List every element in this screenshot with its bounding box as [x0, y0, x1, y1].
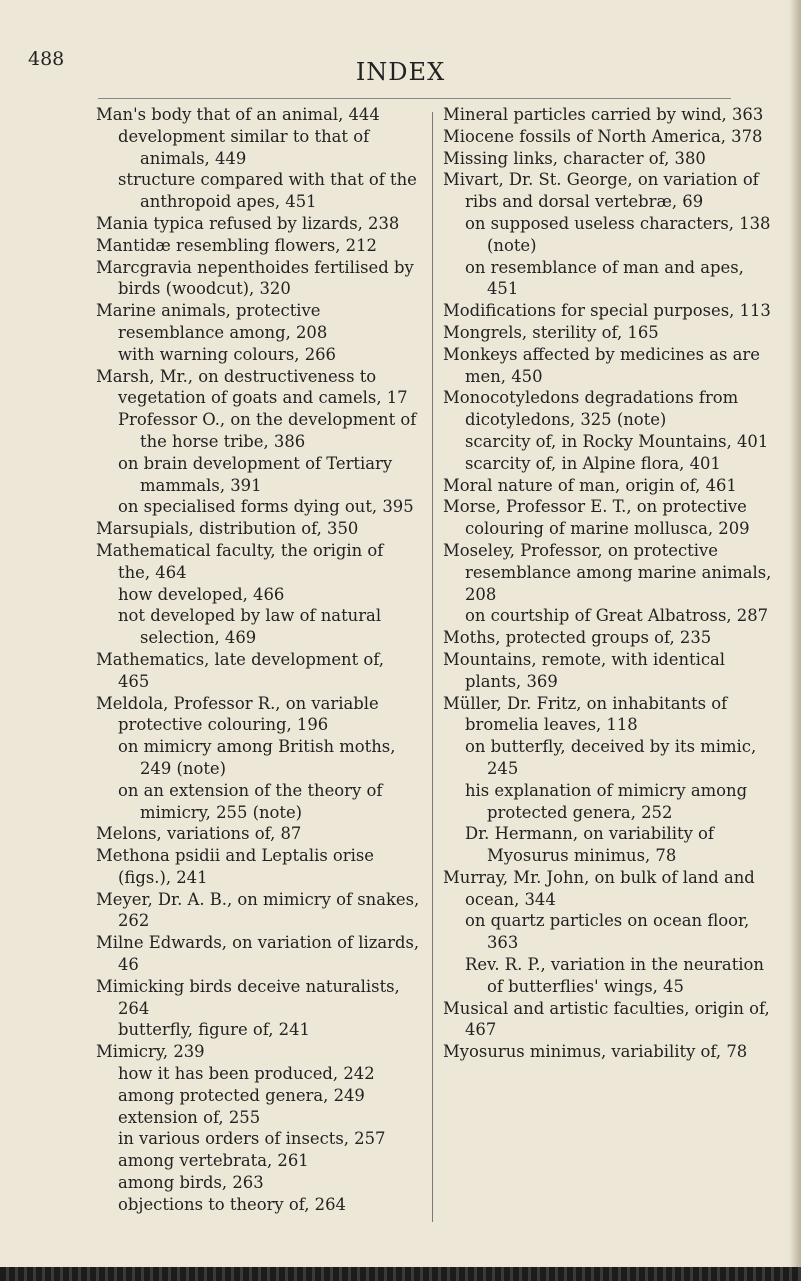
- index-subentry: his explanation of mimicry among protected genera, 252: [465, 780, 748, 822]
- index-entry: Monocotyledons degradations from dicotyledons, 325 (note): [443, 388, 739, 430]
- index-subentry: among vertebrata, 261: [118, 1151, 309, 1171]
- index-entry: Murray, Mr. John, on bulk of land and ocean, 344: [443, 867, 755, 909]
- index-entry: Mathematics, late development of, 465: [96, 649, 384, 691]
- index-subentry: structure compared with that of the anthropoid apes, 451: [118, 170, 417, 212]
- index-entry: Mimicking birds deceive naturalists, 264: [96, 976, 400, 1018]
- index-subentry: on brain development of Tertiary mammals, 391: [118, 453, 393, 495]
- index-subentry: scarcity of, in Alpine flora, 401: [465, 453, 721, 473]
- index-entry: Mountains, remote, with identical plants, 369: [443, 649, 726, 691]
- index-entry: Methona psidii and Leptalis orise (figs.), 241: [96, 846, 374, 887]
- index-subentry: on resemblance of man and apes, 451: [465, 257, 744, 299]
- index-subentry: on an extension of the theory of mimicry, 255 (note): [118, 780, 383, 822]
- index-entry: Mimicry, 239: [96, 1042, 205, 1062]
- index-entry: Morse, Professor E. T., on protective colouring of marine mollusca, 209: [443, 497, 750, 539]
- index-subentry: butterfly, figure of, 241: [118, 1020, 310, 1040]
- index-subentry: scarcity of, in Rocky Mountains, 401: [465, 431, 769, 451]
- page-edge-shadow: [789, 0, 801, 1267]
- index-subentry: Dr. Hermann, on variability of Myosurus minimus, 78: [465, 824, 714, 866]
- index-entry: Mathematical faculty, the origin of the, 464: [96, 540, 384, 582]
- index-entry: Monkeys affected by medicines as are men, 450: [443, 344, 760, 386]
- index-entry: Meldola, Professor R., on variable protective colouring, 196: [96, 693, 379, 735]
- index-entry: Müller, Dr. Fritz, on inhabitants of bromelia leaves, 118: [443, 693, 728, 735]
- index-entry: Meyer, Dr. A. B., on mimicry of snakes, 262: [96, 889, 420, 931]
- index-entry: Mongrels, sterility of, 165: [443, 322, 659, 342]
- index-entry: Myosurus minimus, variability of, 78: [443, 1042, 748, 1062]
- index-subentry: how developed, 466: [118, 584, 285, 604]
- index-entry: Melons, variations of, 87: [96, 824, 302, 844]
- page-number: 488: [28, 48, 65, 70]
- index-subentry: Rev. R. P., variation in the neuration of butterflies' wings, 45: [465, 955, 764, 996]
- index-entry: Miocene fossils of North America, 378: [443, 126, 763, 146]
- index-subentry: not developed by law of natural selection, 469: [118, 606, 382, 648]
- column-divider: [432, 112, 433, 1222]
- index-entry: Mantidæ resembling flowers, 212: [96, 235, 377, 255]
- index-column-right: [443, 104, 773, 1063]
- index-subentry: extension of, 255: [118, 1107, 261, 1127]
- index-entry: Missing links, character of, 380: [443, 148, 706, 168]
- index-subentry: on supposed useless characters, 138 (note): [465, 213, 771, 255]
- scan-bottom-band: [0, 1267, 801, 1281]
- index-entry: Moral nature of man, origin of, 461: [443, 475, 737, 495]
- index-subentry: among protected genera, 249: [118, 1085, 365, 1105]
- index-entry: Man's body that of an animal, 444: [96, 105, 380, 124]
- index-subentry: among birds, 263: [118, 1173, 264, 1193]
- index-entry: Mania typica refused by lizards, 238: [96, 213, 400, 233]
- index-subentry: with warning colours, 266: [118, 344, 336, 364]
- index-entry: Marine animals, protective resemblance among, 208: [96, 301, 328, 342]
- page-title: INDEX: [355, 58, 446, 86]
- index-subentry: on quartz particles on ocean floor, 363: [465, 911, 750, 953]
- index-subentry: objections to theory of, 264: [118, 1194, 346, 1214]
- index-entry: Mineral particles carried by wind, 363: [443, 105, 764, 124]
- index-entry: Modifications for special purposes, 113: [443, 301, 771, 321]
- index-subentry: on butterfly, deceived by its mimic, 245: [465, 737, 757, 778]
- index-entry: Moths, protected groups of, 235: [443, 628, 712, 648]
- index-entry: Mivart, Dr. St. George, on variation of ribs and dorsal vertebræ, 69: [443, 170, 759, 212]
- index-entry: Marsupials, distribution of, 350: [96, 519, 359, 539]
- index-subentry: on mimicry among British moths, 249 (note): [118, 737, 396, 778]
- index-entry: Musical and artistic faculties, origin of, 467: [443, 998, 770, 1040]
- index-subentry: on courtship of Great Albatross, 287: [465, 606, 769, 626]
- index-entry: Milne Edwards, on variation of lizards, 46: [96, 933, 420, 975]
- index-column-left: [96, 104, 420, 1216]
- index-subentry: on specialised forms dying out, 395: [118, 497, 414, 517]
- index-entry: Marcgravia nepenthoides fertilised by birds (woodcut), 320: [96, 257, 414, 299]
- index-subentry: how it has been produced, 242: [118, 1064, 375, 1084]
- index-entry: Marsh, Mr., on destructiveness to vegetation of goats and camels, 17: [96, 366, 408, 408]
- header-rule: [98, 98, 731, 99]
- index-subentry: development similar to that of animals, 449: [118, 126, 370, 168]
- index-subentry: Professor O., on the development of the horse tribe, 386: [118, 410, 417, 451]
- index-subentry: in various orders of insects, 257: [118, 1129, 386, 1149]
- index-entry: Moseley, Professor, on protective resemblance among marine animals, 208: [443, 540, 772, 604]
